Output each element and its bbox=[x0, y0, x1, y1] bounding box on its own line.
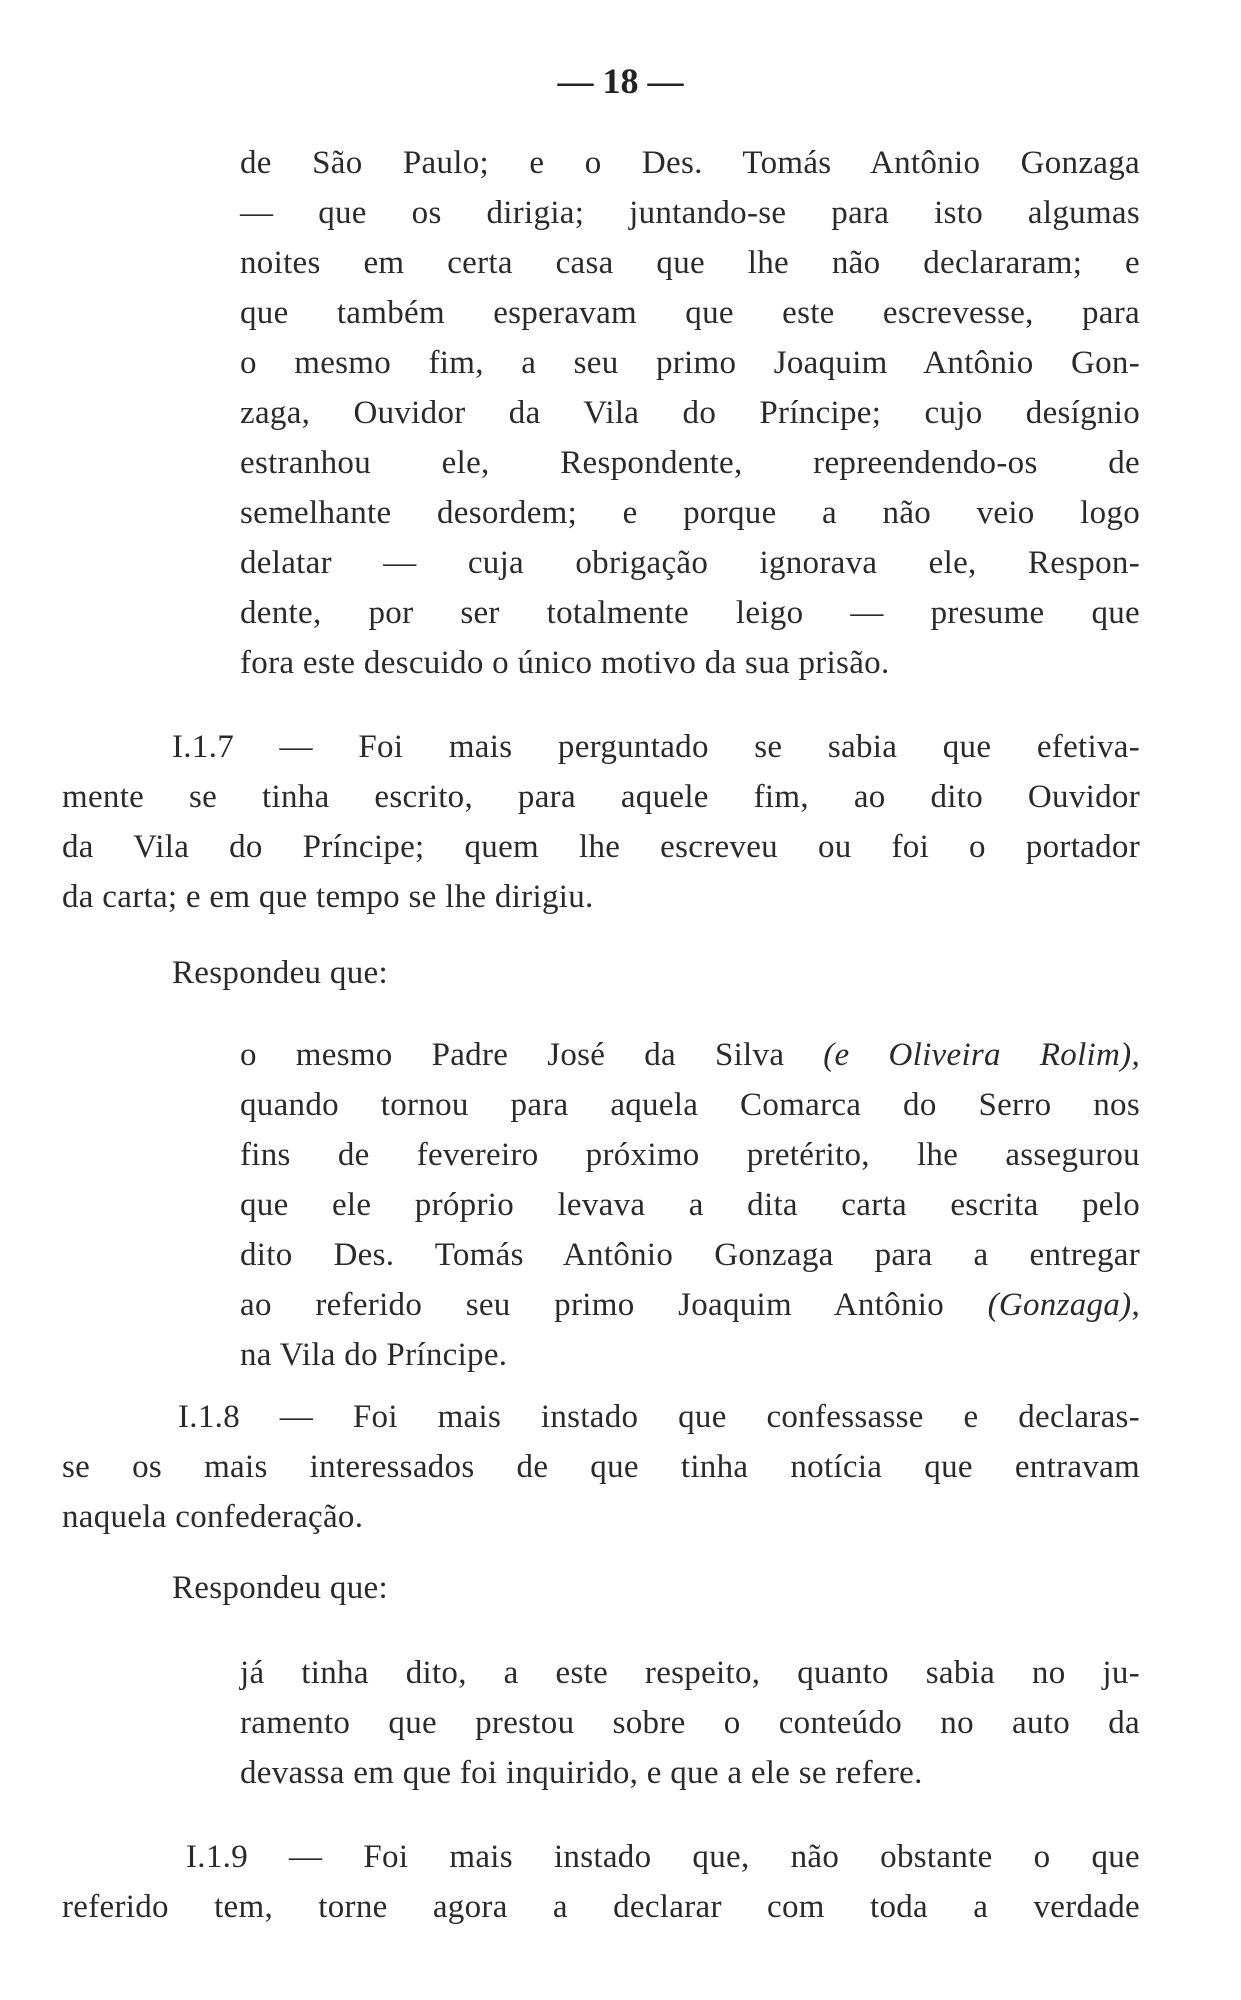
paragraph-continuation bbox=[240, 138, 1140, 688]
text-line bbox=[240, 1030, 1140, 1080]
text-line bbox=[240, 1280, 1140, 1330]
text-line: I.1.8 — Foi mais instado que confessasse e declaras- bbox=[178, 1399, 1140, 1435]
text-line: naquela confederação. bbox=[62, 1499, 364, 1535]
text-line: estranhou ele, Respondente, repreendendo-os de bbox=[240, 445, 1140, 481]
text-line: quando tornou para aquela Comarca do Serro nos bbox=[240, 1087, 1140, 1123]
italic-annotation: (Gonzaga) bbox=[987, 1287, 1132, 1323]
text-line: da carta; e em que tempo se lhe dirigiu. bbox=[62, 879, 594, 915]
text-line: se os mais interessados de que tinha notícia que entravam bbox=[62, 1449, 1140, 1485]
text-segment: , bbox=[1131, 1287, 1140, 1323]
question-1-1-7 bbox=[62, 722, 1140, 922]
text-line: mente se tinha escrito, para aquele fim, ao dito Ouvidor bbox=[62, 779, 1140, 815]
text-line: dente, por ser totalmente leigo — presume que bbox=[240, 595, 1140, 631]
text-line: já tinha dito, a este respeito, quanto sabia no ju- bbox=[240, 1655, 1140, 1691]
text-line: ramento que prestou sobre o conteúdo no auto da bbox=[240, 1705, 1140, 1741]
text-line: — que os dirigia; juntando-se para isto algumas bbox=[240, 195, 1140, 231]
question-1-1-8 bbox=[62, 1392, 1140, 1542]
text-line: I.1.9 — Foi mais instado que, não obstante o que bbox=[186, 1839, 1140, 1875]
reply-label: Respondeu que: bbox=[172, 1570, 388, 1606]
text-line: da Vila do Príncipe; quem lhe escreveu ou foi o portador bbox=[62, 829, 1140, 865]
text-line: I.1.7 — Foi mais perguntado se sabia que efetiva- bbox=[172, 729, 1140, 765]
text-line: de São Paulo; e o Des. Tomás Antônio Gonzaga bbox=[240, 145, 1140, 181]
page-number: — 18 — bbox=[557, 61, 684, 101]
text-line: na Vila do Príncipe. bbox=[240, 1337, 508, 1373]
text-line: devassa em que foi inquirido, e que a ele se refere. bbox=[240, 1755, 923, 1791]
text-line: dito Des. Tomás Antônio Gonzaga para a entregar bbox=[240, 1237, 1140, 1273]
text-line: o mesmo fim, a seu primo Joaquim Antônio Gon- bbox=[240, 345, 1140, 381]
reply-label: Respondeu que: bbox=[172, 955, 388, 991]
text-line: que também esperavam que este escrevesse, para bbox=[240, 295, 1140, 331]
italic-annotation: (e Oliveira Rolim), bbox=[823, 1037, 1140, 1073]
text-line: fins de fevereiro próximo pretérito, lhe assegurou bbox=[240, 1137, 1140, 1173]
text-line: semelhante desordem; e porque a não veio logo bbox=[240, 495, 1140, 531]
text-line: fora este descuido o único motivo da sua prisão. bbox=[240, 645, 890, 681]
reply-2-body bbox=[240, 1648, 1140, 1798]
text-line: delatar — cuja obrigação ignorava ele, Respon- bbox=[240, 545, 1140, 581]
text-line: referido tem, torne agora a declarar com toda a verdade bbox=[62, 1889, 1140, 1925]
text-segment: o mesmo Padre José da Silva bbox=[240, 1037, 824, 1073]
question-1-1-9 bbox=[62, 1832, 1140, 1932]
text-line: noites em certa casa que lhe não declararam; e bbox=[240, 245, 1140, 281]
reply-1-body bbox=[240, 1030, 1140, 1380]
text-line: que ele próprio levava a dita carta escrita pelo bbox=[240, 1187, 1140, 1223]
text-segment: ao referido seu primo Joaquim Antônio bbox=[240, 1287, 988, 1323]
text-line: zaga, Ouvidor da Vila do Príncipe; cujo desígnio bbox=[240, 395, 1140, 431]
